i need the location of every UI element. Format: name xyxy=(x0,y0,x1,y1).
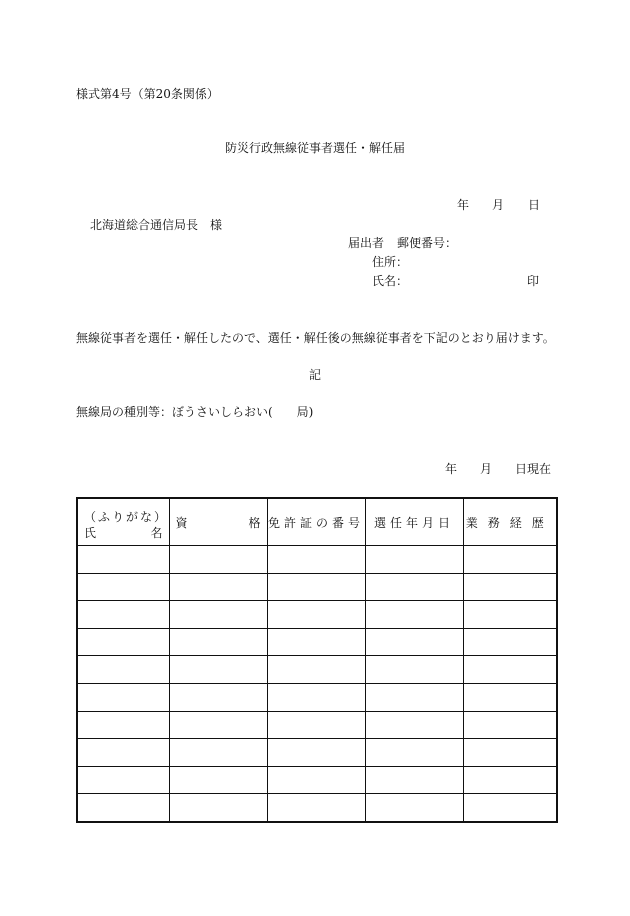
header-appointment-date: 選任年月日 xyxy=(365,498,463,546)
table-cell[interactable] xyxy=(463,711,557,739)
table-cell[interactable] xyxy=(77,628,169,656)
table-cell[interactable] xyxy=(365,766,463,794)
header-name-right: 名 xyxy=(150,526,163,540)
table-cell[interactable] xyxy=(169,601,267,629)
table-cell[interactable] xyxy=(267,739,365,767)
table-cell[interactable] xyxy=(267,766,365,794)
header-furigana: （ふりがな） xyxy=(84,510,169,524)
table-cell[interactable] xyxy=(463,683,557,711)
header-career: 業務経歴 xyxy=(463,498,557,546)
table-row xyxy=(77,683,557,711)
table-cell[interactable] xyxy=(169,546,267,574)
table-cell[interactable] xyxy=(267,628,365,656)
table-cell[interactable] xyxy=(169,628,267,656)
table-cell[interactable] xyxy=(463,546,557,574)
table-cell[interactable] xyxy=(77,739,169,767)
table-cell[interactable] xyxy=(463,794,557,822)
header-name-left: 氏 xyxy=(84,526,97,540)
table-cell[interactable] xyxy=(365,656,463,684)
name-label: 氏名： xyxy=(372,274,409,288)
table-cell[interactable] xyxy=(77,656,169,684)
table-cell[interactable] xyxy=(77,766,169,794)
table-cell[interactable] xyxy=(267,683,365,711)
table-cell[interactable] xyxy=(365,628,463,656)
table-cell[interactable] xyxy=(169,573,267,601)
table-cell[interactable] xyxy=(463,656,557,684)
station-type: 無線局の種別等：ぼうさいしらおい( 局) xyxy=(76,405,314,419)
address-label: 住所： xyxy=(372,255,409,269)
table-cell[interactable] xyxy=(169,711,267,739)
header-name xyxy=(77,498,169,546)
table-cell[interactable] xyxy=(365,546,463,574)
table-row xyxy=(77,628,557,656)
ki-heading: 記 xyxy=(308,368,321,382)
table-cell[interactable] xyxy=(365,601,463,629)
postal-code-label: 郵便番号： xyxy=(397,236,458,250)
table-cell[interactable] xyxy=(169,683,267,711)
table-cell[interactable] xyxy=(463,628,557,656)
table-row xyxy=(77,601,557,629)
as-of-year: 年 xyxy=(445,462,458,476)
table-cell[interactable] xyxy=(267,573,365,601)
table-row xyxy=(77,711,557,739)
table-row xyxy=(77,766,557,794)
table-cell[interactable] xyxy=(169,766,267,794)
table-cell[interactable] xyxy=(77,546,169,574)
table-cell[interactable] xyxy=(169,656,267,684)
table-cell[interactable] xyxy=(267,546,365,574)
date-day: 日 xyxy=(528,198,541,212)
table-cell[interactable] xyxy=(463,739,557,767)
table-cell[interactable] xyxy=(463,766,557,794)
seal-mark: 印 xyxy=(527,274,540,288)
table-cell[interactable] xyxy=(267,656,365,684)
as-of-day: 日現在 xyxy=(515,462,552,476)
table-cell[interactable] xyxy=(77,573,169,601)
table-row xyxy=(77,573,557,601)
table-row xyxy=(77,546,557,574)
table-row xyxy=(77,794,557,822)
table-cell[interactable] xyxy=(365,711,463,739)
table-cell[interactable] xyxy=(365,683,463,711)
header-qualification xyxy=(169,498,267,546)
applicant-label: 届出者 xyxy=(348,236,385,250)
header-qual-right: 格 xyxy=(248,515,261,530)
operator-table xyxy=(76,497,558,823)
date-year: 年 xyxy=(457,198,470,212)
table-cell[interactable] xyxy=(169,739,267,767)
table-cell[interactable] xyxy=(77,794,169,822)
table-cell[interactable] xyxy=(169,794,267,822)
table-header-row xyxy=(77,498,557,546)
table-cell[interactable] xyxy=(267,601,365,629)
header-qual-left: 資 xyxy=(175,515,188,530)
table-cell[interactable] xyxy=(77,683,169,711)
table-cell[interactable] xyxy=(365,794,463,822)
table-cell[interactable] xyxy=(267,794,365,822)
as-of-month: 月 xyxy=(480,462,493,476)
table-cell[interactable] xyxy=(463,601,557,629)
table-cell[interactable] xyxy=(463,573,557,601)
document-title: 防災行政無線従事者選任・解任届 xyxy=(224,141,405,155)
addressee: 北海道総合通信局長 様 xyxy=(90,218,223,232)
body-text: 無線従事者を選任・解任したので、選任・解任後の無線従事者を下記のとおり届けます。 xyxy=(76,331,555,345)
table-cell[interactable] xyxy=(365,739,463,767)
table-row xyxy=(77,656,557,684)
table-cell[interactable] xyxy=(267,711,365,739)
table-cell[interactable] xyxy=(365,573,463,601)
table-row xyxy=(77,739,557,767)
header-license-number: 免許証の番号 xyxy=(267,498,365,546)
table-cell[interactable] xyxy=(77,601,169,629)
form-number: 様式第4号（第20条関係） xyxy=(76,87,219,101)
table-cell[interactable] xyxy=(77,711,169,739)
date-month: 月 xyxy=(492,198,505,212)
